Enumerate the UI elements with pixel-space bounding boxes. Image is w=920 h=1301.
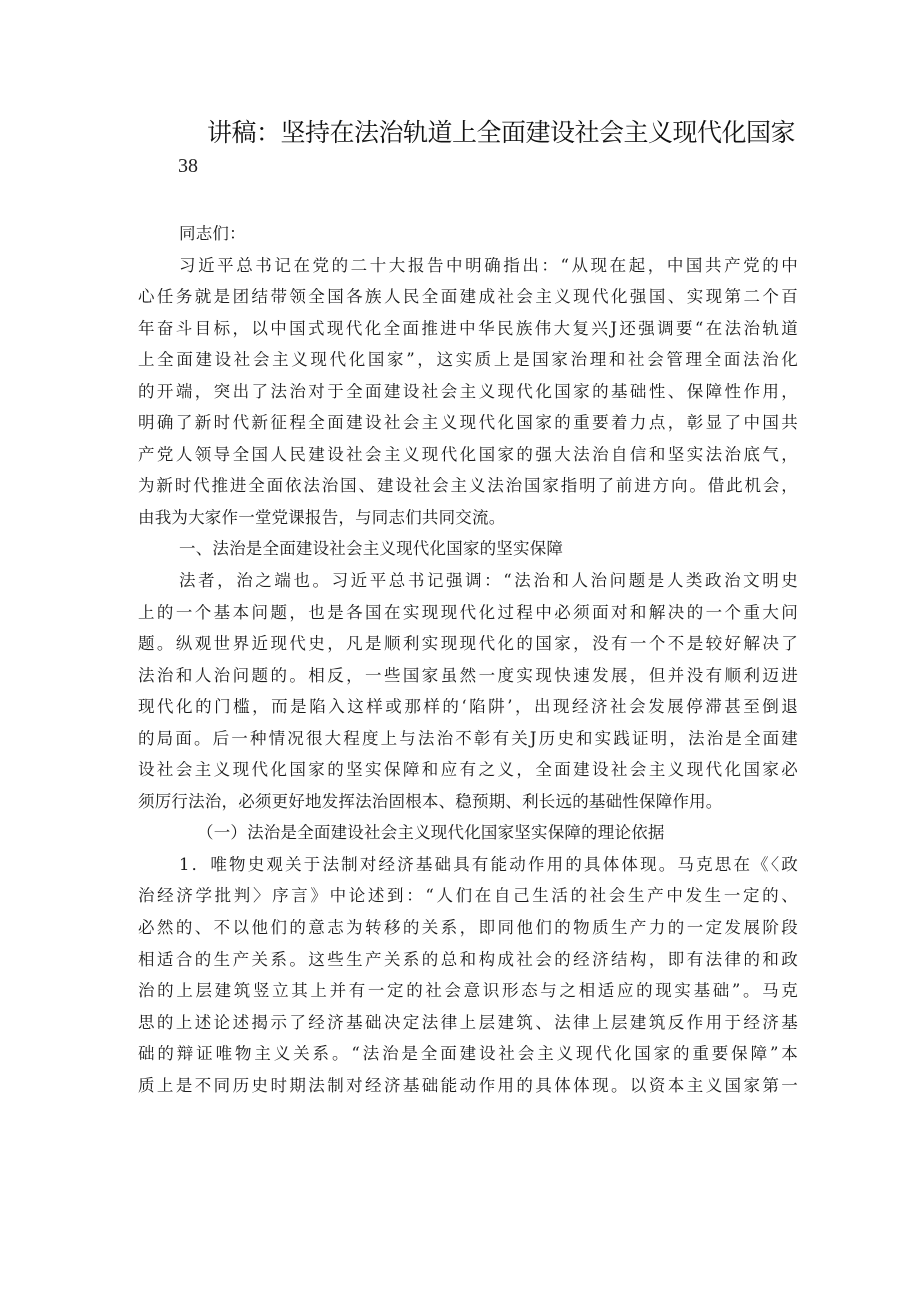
document-title: 讲稿：坚持在法治轨道上全面建设社会主义现代化国家 [207,118,796,147]
text-line: 同志们： [179,224,246,243]
text-line: 法治和人治问题的。相反，一些国家虽然一度实现快速发展，但并没有顺利迈进 [138,665,798,685]
text-line: 相适合的生产关系。这些生产关系的总和构成社会的经济结构，即有法律的和政 [138,949,798,969]
text-line: 设社会主义现代化国家的坚实保障和应有之义，全面建设社会主义现代化国家必 [138,760,798,780]
text-line: 年奋斗目标，以中国式现代化全面推进中华民族伟大复兴J还强调要“在法治轨道 [138,318,798,338]
text-line: 法者，治之端也。习近平总书记强调：“法治和人治问题是人类政治文明史 [179,571,798,591]
text-line: 须厉行法治，必须更好地发挥法治固根本、稳预期、利长远的基础性保障作用。 [138,791,723,811]
text-line: 质上是不同历史时期法制对经济基础能动作用的具体体现。以资本主义国家第一 [138,1075,798,1095]
text-line: （一）法治是全面建设社会主义现代化国家坚实保障的理论依据 [197,823,665,843]
text-line: 思的上述论述揭示了经济基础决定法律上层建筑、法律上层建筑反作用于经济基 [138,1012,798,1032]
text-line: 题。纵观世界近现代史，凡是顺利实现现代化的国家，没有一个不是较好解决了 [138,634,798,654]
text-line: 的开端，突出了法治对于全面建设社会主义现代化国家的基础性、保障性作用， [138,381,798,401]
text-line: 治经济学批判〉序言》中论述到：“人们在自己生活的社会生产中发生一定的、 [138,886,798,906]
text-line: 的局面。后一种情况很大程度上与法治不彰有关J历史和实践证明，法治是全面建 [138,728,798,748]
text-line: 为新时代推进全面依法治国、建设社会主义法治国家指明了前进方向。借此机会， [138,476,798,496]
text-line: 心任务就是团结带领全国各族人民全面建成社会主义现代化强国、实现第二个百 [138,287,798,307]
text-line: 上全面建设社会主义现代化国家”，这实质上是国家治理和社会管理全面法治化 [138,350,798,370]
text-line: 治的上层建筑竖立其上并有一定的社会意识形态与之相适应的现实基础”。马克 [138,981,798,1001]
text-line: 明确了新时代新征程全面建设社会主义现代化国家的重要着力点，彰显了中国共 [138,413,798,433]
document-body [138,218,798,1101]
text-line: 产党人领导全国人民建设社会主义现代化国家的强大法治自信和坚实法治底气， [138,444,798,464]
text-line: 必然的、不以他们的意志为转移的关系，即同他们的物质生产力的一定发展阶段 [138,918,798,938]
text-line: 现代化的门槛，而是陷入这样或那样的‘陷阱’，出现经济社会发展停滞甚至倒退 [138,697,798,717]
text-line: 习近平总书记在党的二十大报告中明确指出：“从现在起，中国共产党的中 [179,255,798,275]
text-line: 上的一个基本问题，也是各国在实现现代化过程中必须面对和解决的一个重大问 [138,602,798,622]
text-line: 1．唯物史观关于法制对经济基础具有能动作用的具体体现。马克思在《〈政 [179,854,798,874]
text-line: 础的辩证唯物主义关系。“法治是全面建设社会主义现代化国家的重要保障”本 [138,1044,798,1064]
document-number: 38 [178,155,198,177]
text-line: 一、法治是全面建设社会主义现代化国家的坚实保障 [179,539,564,559]
text-line: 由我为大家作一堂党课报告，与同志们共同交流。 [138,507,506,527]
